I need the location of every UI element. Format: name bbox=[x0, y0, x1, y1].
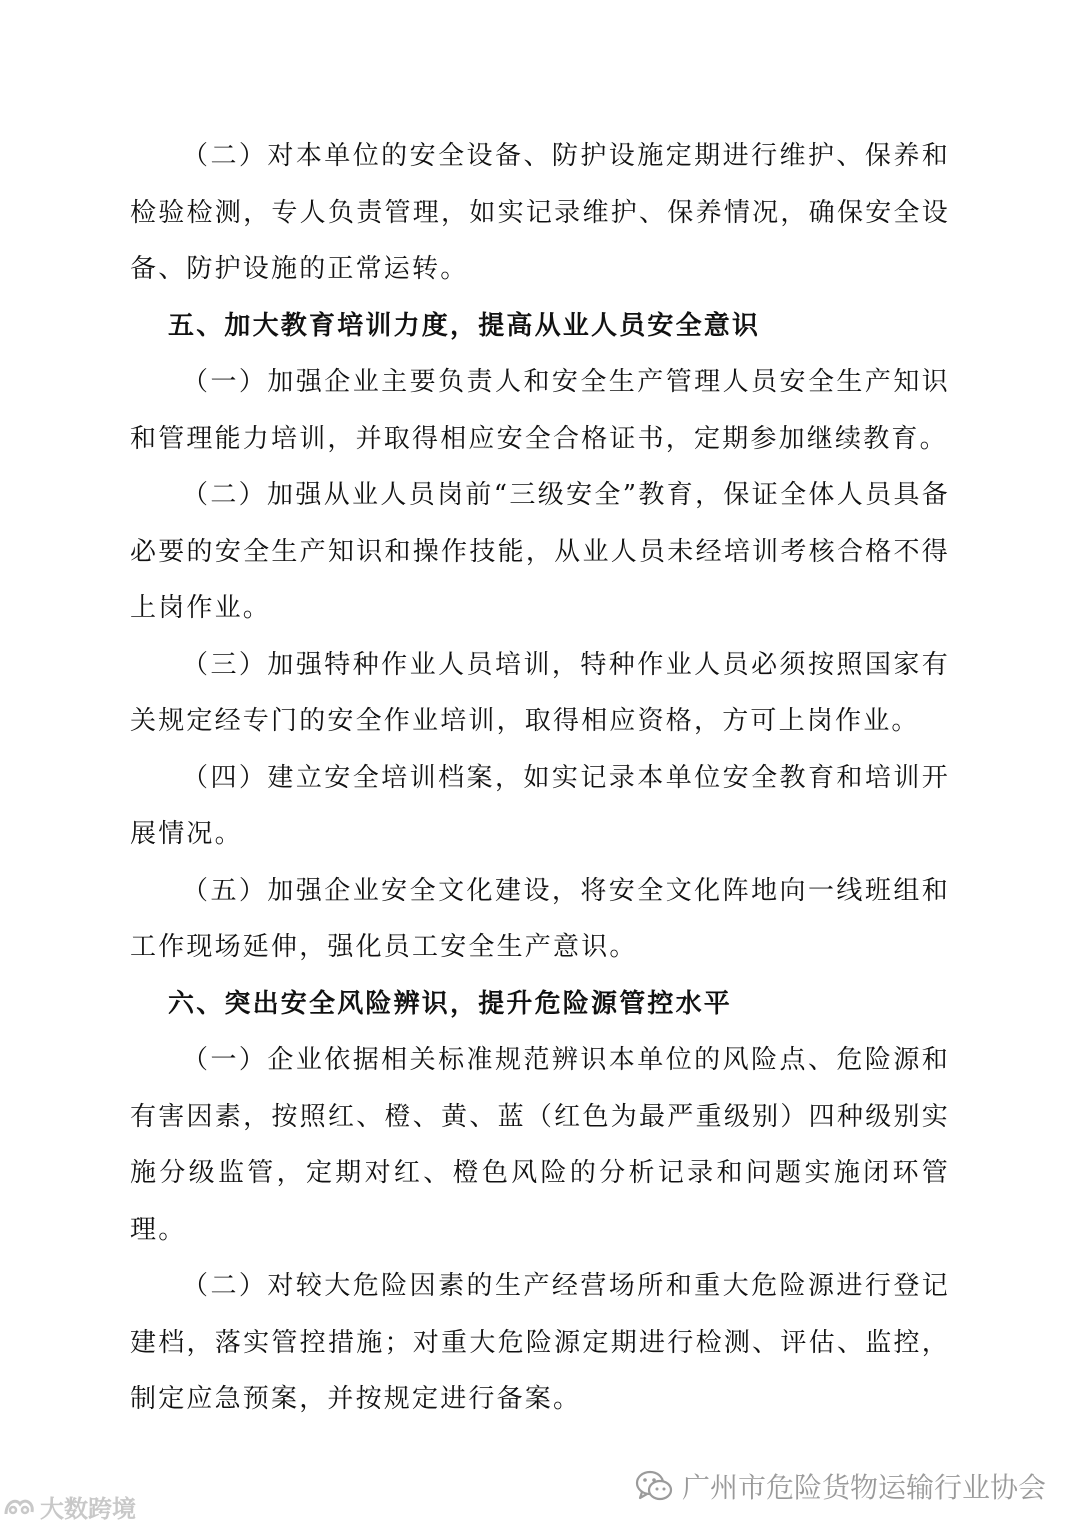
document-body bbox=[130, 128, 950, 1428]
paragraph-body: （二）加强从业人员岗前“三级安全”教育，保证全体人员具备必要的安全生产知识和操作技能，从业人员未经培训考核合格不得上岗作业。 bbox=[130, 480, 950, 623]
paragraph-body: （一）企业依据相关标准规范辨识本单位的风险点、危险源和有害因素，按照红、橙、黄、蓝（红色为最严重级别）四种级别实施分级监管，定期对红、橙色风险的分析记录和问题实施闭环管理。 bbox=[130, 1045, 950, 1245]
brand-logo-icon bbox=[2, 1494, 36, 1520]
paragraph-body: （四）建立安全培训档案，如实记录本单位安全教育和培训开展情况。 bbox=[130, 762, 950, 849]
paragraph-body: （一）加强企业主要负责人和安全生产管理人员安全生产知识和管理能力培训，并取得相应安全合格证书，定期参加继续教育。 bbox=[130, 367, 950, 454]
wechat-icon bbox=[634, 1466, 674, 1506]
brand-watermark bbox=[2, 1489, 136, 1524]
brand-name: 大数跨境 bbox=[40, 1495, 136, 1523]
section-heading-6: 六、突出安全风险辨识，提升危险源管控水平 bbox=[168, 988, 733, 1019]
wechat-watermark bbox=[634, 1466, 1046, 1506]
paragraph-body: （二）对较大危险因素的生产经营场所和重大危险源进行登记建档，落实管控措施；对重大危险源定期进行检测、评估、监控，制定应急预案，并按规定进行备案。 bbox=[130, 1271, 950, 1414]
paragraph-body: （五）加强企业安全文化建设，将安全文化阵地向一线班组和工作现场延伸，强化员工安全生产意识。 bbox=[130, 875, 950, 962]
paragraph-body: （三）加强特种作业人员培训，特种作业人员必须按照国家有关规定经专门的安全作业培训，取得相应资格，方可上岗作业。 bbox=[130, 649, 950, 736]
paragraph-body: （二）对本单位的安全设备、防护设施定期进行维护、保养和检验检测，专人负责管理，如实记录维护、保养情况，确保安全设备、防护设施的正常运转。 bbox=[130, 141, 950, 284]
section-heading-5: 五、加大教育培训力度，提高从业人员安全意识 bbox=[168, 310, 761, 341]
wechat-account-name: 广州市危险货物运输行业协会 bbox=[681, 1471, 1046, 1504]
